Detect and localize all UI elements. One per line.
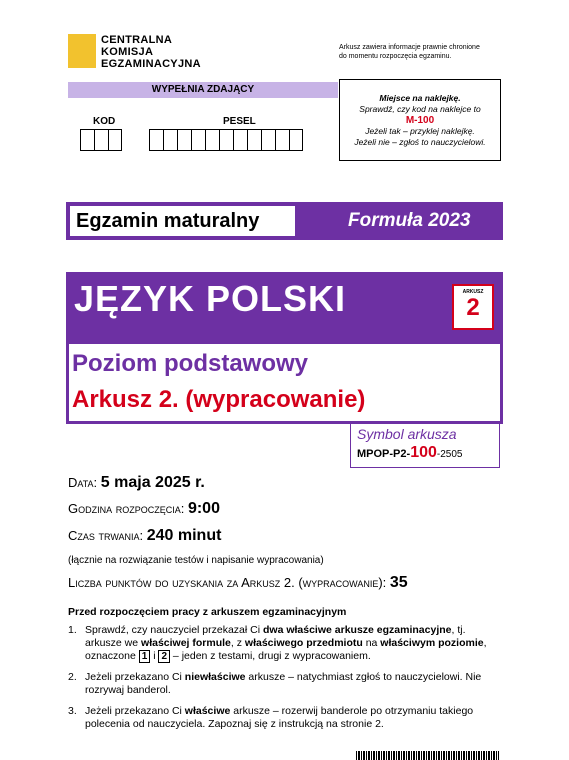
points-info: Liczba punktów do uzyskania za Arkusz 2. (wypracowanie): 35: [68, 574, 408, 591]
subject-title: JĘZYK POLSKI: [74, 278, 347, 319]
sheet-2-box: 2: [158, 650, 170, 663]
pesel-cell[interactable]: [163, 129, 177, 151]
pesel-cell[interactable]: [149, 129, 163, 151]
pesel-cell[interactable]: [261, 129, 275, 151]
kod-field[interactable]: [80, 129, 122, 151]
arkusz-title: Arkusz 2. (wypracowanie): [72, 386, 366, 413]
kod-label: KOD: [93, 116, 116, 127]
exam-formula: Formuła 2023: [348, 210, 471, 231]
logo-text: CENTRALNA KOMISJA EGZAMINACYJNA: [101, 34, 201, 70]
symbol-box: Symbol arkusza MPOP-P2-100-2505: [350, 424, 500, 468]
symbol-code: MPOP-P2-100-2505: [357, 444, 463, 461]
pesel-cell[interactable]: [275, 129, 289, 151]
exam-name: Egzamin maturalny: [70, 206, 295, 236]
cke-logo-icon: [68, 34, 96, 68]
duration-note: (łącznie na rozwiązanie testów i napisanie wypracowania): [68, 555, 324, 566]
pesel-cell[interactable]: [289, 129, 303, 151]
instructions-list: [68, 624, 498, 739]
start-time: Godzina rozpoczęcia: 9:00: [68, 500, 220, 517]
kod-cell[interactable]: [94, 129, 108, 151]
pesel-cell[interactable]: [205, 129, 219, 151]
list-item: 2. Jeżeli przekazano Ci niewłaściwe arkusze – natychmiast zgłoś to nauczycielowi. Nie rozrywaj banderol.: [68, 671, 482, 696]
exam-date: Data: 5 maja 2025 r.: [68, 474, 205, 491]
level-title: Poziom podstawowy: [72, 350, 309, 377]
pesel-cell[interactable]: [233, 129, 247, 151]
fill-by-student-bar: WYPEŁNIA ZDAJĄCY: [68, 82, 338, 98]
barcode: [356, 751, 499, 760]
list-item: 1. Sprawdź, czy nauczyciel przekazał Ci dwa właściwe arkusze egzaminacyjne, tj. arkusze we właściwej formule, z właściwego przedmiotu na właściwym poziomie, oznaczone 1 i 2 – jeden z testami, drugi z wypracowaniem.: [68, 624, 487, 662]
sheet-1-box: 1: [139, 650, 151, 663]
kod-cell[interactable]: [108, 129, 122, 151]
sticker-code: M-100: [405, 115, 435, 126]
instructions-title: Przed rozpoczęciem pracy z arkuszem egzaminacyjnym: [68, 606, 347, 618]
list-item: 3. Jeżeli przekazano Ci właściwe arkusze – rozerwij banderole po otrzymaniu takiego polecenia od nauczyciela. Zapoznaj się z instrukcją na stronie 2.: [68, 705, 474, 730]
legal-notice: Arkusz zawiera informacje prawnie chronione do momentu rozpoczęcia egzaminu.: [339, 44, 480, 60]
arkusz-badge: ARKUSZ 2: [452, 284, 494, 330]
sticker-area: Miejsce na naklejkę. Sprawdź, czy kod na naklejce to M-100 Jeżeli tak – przyklej naklejkę. Jeżeli nie – zgłoś to nauczycielowi.: [339, 79, 501, 161]
pesel-label: PESEL: [223, 116, 256, 127]
pesel-cell[interactable]: [177, 129, 191, 151]
pesel-cell[interactable]: [219, 129, 233, 151]
pesel-cell[interactable]: [247, 129, 261, 151]
kod-cell[interactable]: [80, 129, 94, 151]
pesel-field[interactable]: [149, 129, 303, 151]
duration: Czas trwania: 240 minut: [68, 527, 222, 544]
pesel-cell[interactable]: [191, 129, 205, 151]
